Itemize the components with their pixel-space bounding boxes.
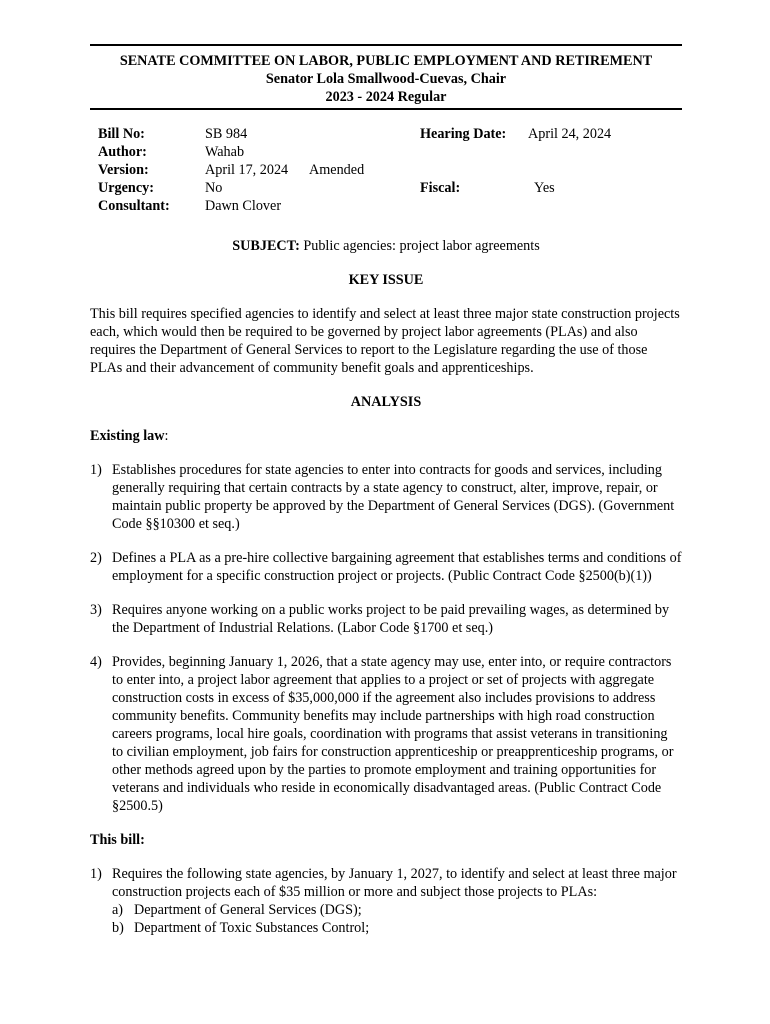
hearing-date-value: April 24, 2024 [528, 126, 612, 142]
list-item-text: Requires anyone working on a public works project to be paid prevailing wages, as determined by the Department of Industrial Relations. (Labor Code §1700 et seq.) [112, 602, 670, 636]
subject-label: SUBJECT: [232, 238, 300, 254]
key-issue-text: This bill requires specified agencies to identify and select at least three major state construction projects each, which would then be required to be governed by project labor agreements (PLAs) and also requires the Department of General Services to report to the Legislature regarding the use of those PLAs and their advancement of community benefit goals and apprenticeships. [90, 306, 680, 376]
author-value: Wahab [205, 144, 245, 160]
version-label: Version: [98, 162, 149, 178]
existing-law-colon: : [164, 428, 169, 444]
committee-header [90, 44, 682, 110]
hearing-date-label: Hearing Date: [420, 126, 507, 142]
sub-list-item-letter: a) [112, 902, 124, 918]
list-item-text: Requires the following state agencies, by January 1, 2027, to identify and select at least three major construction projects each of $35 million or more and subject those projects to PLAs: [112, 866, 677, 900]
list-item-number: 3) [90, 602, 102, 618]
list-item-number: 4) [90, 654, 102, 670]
bill-no-value: SB 984 [205, 126, 248, 142]
existing-law-label: Existing law [90, 428, 165, 444]
bill-analysis-page [90, 44, 682, 937]
fiscal-value: Yes [534, 180, 555, 196]
urgency-value: No [205, 180, 223, 196]
session: 2023 - 2024 Regular [325, 89, 447, 105]
list-item-text: Provides, beginning January 1, 2026, that a state agency may use, enter into, or require contractors to enter into, a project labor agreement that applies to a project or set of projects with aggregate construction costs in excess of $35,000,000 if the agreement also includes provisions to address community benefits. Community benefits may include partnerships with high road construction careers programs, local hire goals, coordination with programs that assist veterans in transitioning to civilian employment, job fairs for construction apprenticeship or preapprenticeship programs, or other methods agreed upon by the parties to promote employment and training opportunities for veterans and individuals who reside in economically disadvantaged areas. (Public Contract Code §2500.5) [112, 654, 674, 814]
list-item [90, 549, 682, 585]
sub-list-item-text: Department of General Services (DGS); [134, 902, 362, 918]
list-item [90, 601, 682, 637]
sub-list-item-text: Department of Toxic Substances Control; [134, 920, 370, 936]
version-value: April 17, 2024 [205, 162, 289, 178]
existing-law-heading [90, 427, 682, 445]
list-item [90, 865, 682, 937]
sub-list-item [112, 919, 682, 937]
sub-list-item-letter: b) [112, 920, 124, 936]
bill-metadata [90, 125, 682, 233]
list-item-number: 1) [90, 866, 102, 882]
committee-chair: Senator Lola Smallwood-Cuevas, Chair [265, 71, 507, 87]
consultant-value: Dawn Clover [205, 198, 282, 214]
consultant-label: Consultant: [98, 198, 170, 214]
fiscal-label: Fiscal: [420, 180, 461, 196]
analysis-heading: ANALYSIS [350, 394, 422, 410]
list-item [90, 461, 682, 533]
sub-list-item [112, 901, 682, 919]
list-item-text: Defines a PLA as a pre-hire collective bargaining agreement that establishes terms and conditions of employment for a specific construction project or projects. (Public Contract Code §2500(b)(1)) [112, 550, 682, 584]
bill-no-label: Bill No: [98, 126, 145, 142]
key-issue-heading: KEY ISSUE [348, 272, 424, 288]
list-item-number: 1) [90, 462, 102, 478]
subject-line [90, 237, 682, 255]
list-item-text: Establishes procedures for state agencies to enter into contracts for goods and services, including generally requiring that certain contracts by a state agency to construct, alter, improve, repair, or maintain public property be approved by the Department of General Services (DGS). (Government Code §§10300 et seq.) [112, 462, 675, 532]
subject-text: Public agencies: project labor agreements [299, 238, 540, 254]
version-status: Amended [309, 162, 365, 178]
list-item [90, 653, 682, 815]
author-label: Author: [98, 144, 147, 160]
list-item-number: 2) [90, 550, 102, 566]
committee-name: SENATE COMMITTEE ON LABOR, PUBLIC EMPLOYMENT AND RETIREMENT [119, 53, 653, 69]
urgency-label: Urgency: [98, 180, 154, 196]
this-bill-heading: This bill: [90, 832, 145, 848]
